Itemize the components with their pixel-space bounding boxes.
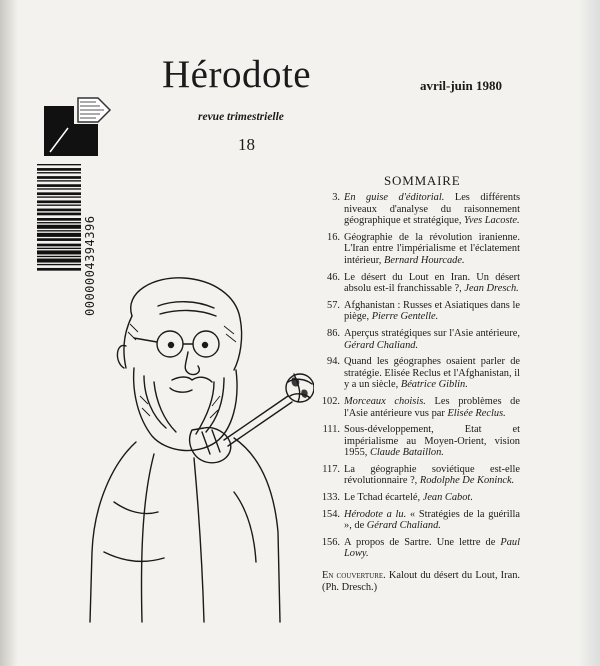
table-of-contents: [320, 192, 520, 565]
caricature-illustration: [74, 272, 314, 624]
barcode-bar: [37, 225, 81, 229]
barcode-bar: [37, 200, 81, 203]
barcode-bar: [37, 256, 81, 257]
toc-title: Quand les géographes osaient parler de stratégie. Elisée Reclus et l'Afghanistan, il y a un siècle,: [344, 356, 520, 391]
toc-author: Gérard Chaliand.: [366, 520, 441, 532]
barcode-bar: [37, 188, 81, 189]
page-edge-shadow: [578, 0, 600, 666]
toc-title: Sous-développement, Etat et impérialisme au Moyen-Orient, vision 1955,: [344, 424, 520, 459]
toc-page-number: 102.: [321, 395, 340, 407]
toc-page-number: 156.: [321, 536, 340, 548]
barcode-bar: [37, 233, 81, 237]
barcode-bar: [37, 268, 81, 271]
toc-entry: [320, 232, 520, 267]
page-title: Hérodote: [162, 53, 312, 96]
cover-note-text: Kalout du désert du Lout, Iran. (Ph. Dresch.): [322, 570, 520, 593]
barcode-bar: [37, 213, 81, 216]
toc-entry: [320, 509, 520, 532]
barcode-bar: [37, 230, 81, 231]
barcode-bar: [37, 196, 81, 197]
issue-date: avril-juin 1980: [420, 78, 502, 93]
issue-number: 18: [238, 135, 255, 154]
revue-subtitle: revue trimestrielle: [198, 111, 284, 123]
barcode-bar: [37, 180, 81, 181]
toc-author: Claude Bataillon.: [369, 447, 444, 459]
cover-note-label: En couverture.: [322, 570, 386, 581]
toc-author: Yves Lacoste.: [464, 215, 520, 227]
toc-entry: [320, 300, 520, 323]
toc-page-number: 16.: [327, 231, 340, 243]
toc-entry: [320, 328, 520, 351]
barcode-number: 0000004394396: [83, 215, 97, 316]
toc-page-number: 111.: [322, 424, 340, 436]
barcode-bar: [37, 222, 81, 223]
barcode-bar: [37, 164, 81, 165]
toc-title: Les problèmes de l'Asie antérieure vus par: [344, 395, 520, 419]
barcode-bar: [37, 172, 81, 173]
barcode-bar: [37, 209, 81, 212]
toc-italic-lead: En guise d'éditorial.: [344, 192, 445, 203]
toc-entry: [320, 192, 520, 227]
toc-page-number: 86.: [327, 327, 340, 339]
publisher-logo-icon: [40, 94, 112, 158]
toc-author: Jean Dresch.: [464, 283, 519, 295]
toc-italic-lead: Morceaux choisis.: [344, 395, 426, 407]
toc-page-number: 94.: [327, 356, 340, 368]
barcode-bar: [37, 244, 81, 247]
toc-title: Les différents niveaux d'analyse du raisonnement géographique et stratégique,: [344, 192, 520, 227]
toc-author: Rodolphe De Koninck.: [419, 475, 515, 487]
toc-author: Gérard Chaliand.: [344, 339, 419, 351]
barcode-bar: [37, 238, 81, 241]
toc-author: Elisée Reclus.: [447, 407, 506, 419]
barcode-bar: [37, 205, 81, 206]
toc-entry: [320, 424, 520, 459]
barcode-bar: [37, 248, 81, 249]
toc-author: Jean Cabot.: [422, 492, 473, 504]
toc-page-number: 57.: [327, 299, 340, 311]
toc-entry: [320, 537, 520, 560]
toc-author: Bernard Hourcade.: [383, 254, 465, 266]
barcode-bar: [37, 192, 81, 195]
toc-author: Pierre Gentelle.: [371, 311, 439, 323]
barcode-bar: [37, 218, 81, 221]
toc-page-number: 46.: [327, 271, 340, 283]
toc-title: « Stratégies de la guérilla », de: [344, 508, 520, 532]
toc-title: Le désert du Lout en Iran. Un désert absolu est-il franchissable ?,: [344, 271, 520, 295]
toc-entry: [320, 356, 520, 391]
sommaire-heading: SOMMAIRE: [384, 173, 461, 188]
toc-page-number: 133.: [321, 492, 340, 504]
barcode-bar: [37, 184, 81, 187]
toc-entry: [320, 492, 520, 504]
toc-italic-lead: Hérodote a lu.: [344, 508, 407, 520]
barcode-bar: [37, 168, 81, 171]
barcode-bar: [37, 259, 81, 263]
toc-entry: [320, 464, 520, 487]
toc-title: La géographie soviétique est-elle révolutionnaire ?,: [344, 463, 520, 487]
page-spine-shadow: [0, 0, 18, 666]
toc-title: Géographie de la révolution iranienne. L'Iran entre l'impérialisme et l'éclatement intérieur,: [344, 231, 520, 266]
toc-title: Aperçus stratégiques sur l'Asie antérieure,: [344, 327, 520, 339]
toc-entry: [320, 272, 520, 295]
barcode-bar: [37, 264, 81, 265]
toc-page-number: 117.: [322, 463, 340, 475]
barcode-bar: [37, 176, 81, 179]
toc-entry: [320, 396, 520, 419]
barcode-bar: [37, 250, 81, 254]
toc-page-number: 3.: [332, 192, 340, 203]
toc-author: Béatrice Giblin.: [400, 379, 468, 391]
toc-title: Afghanistan : Russes et Asiatiques dans le piège,: [344, 299, 520, 323]
toc-title: Le Tchad écartelé,: [344, 492, 423, 504]
toc-page-number: 154.: [321, 508, 340, 520]
toc-title: A propos de Sartre. Une lettre de: [344, 536, 501, 548]
cover-note: [322, 570, 520, 594]
toc-author: Paul Lowy.: [344, 536, 520, 560]
